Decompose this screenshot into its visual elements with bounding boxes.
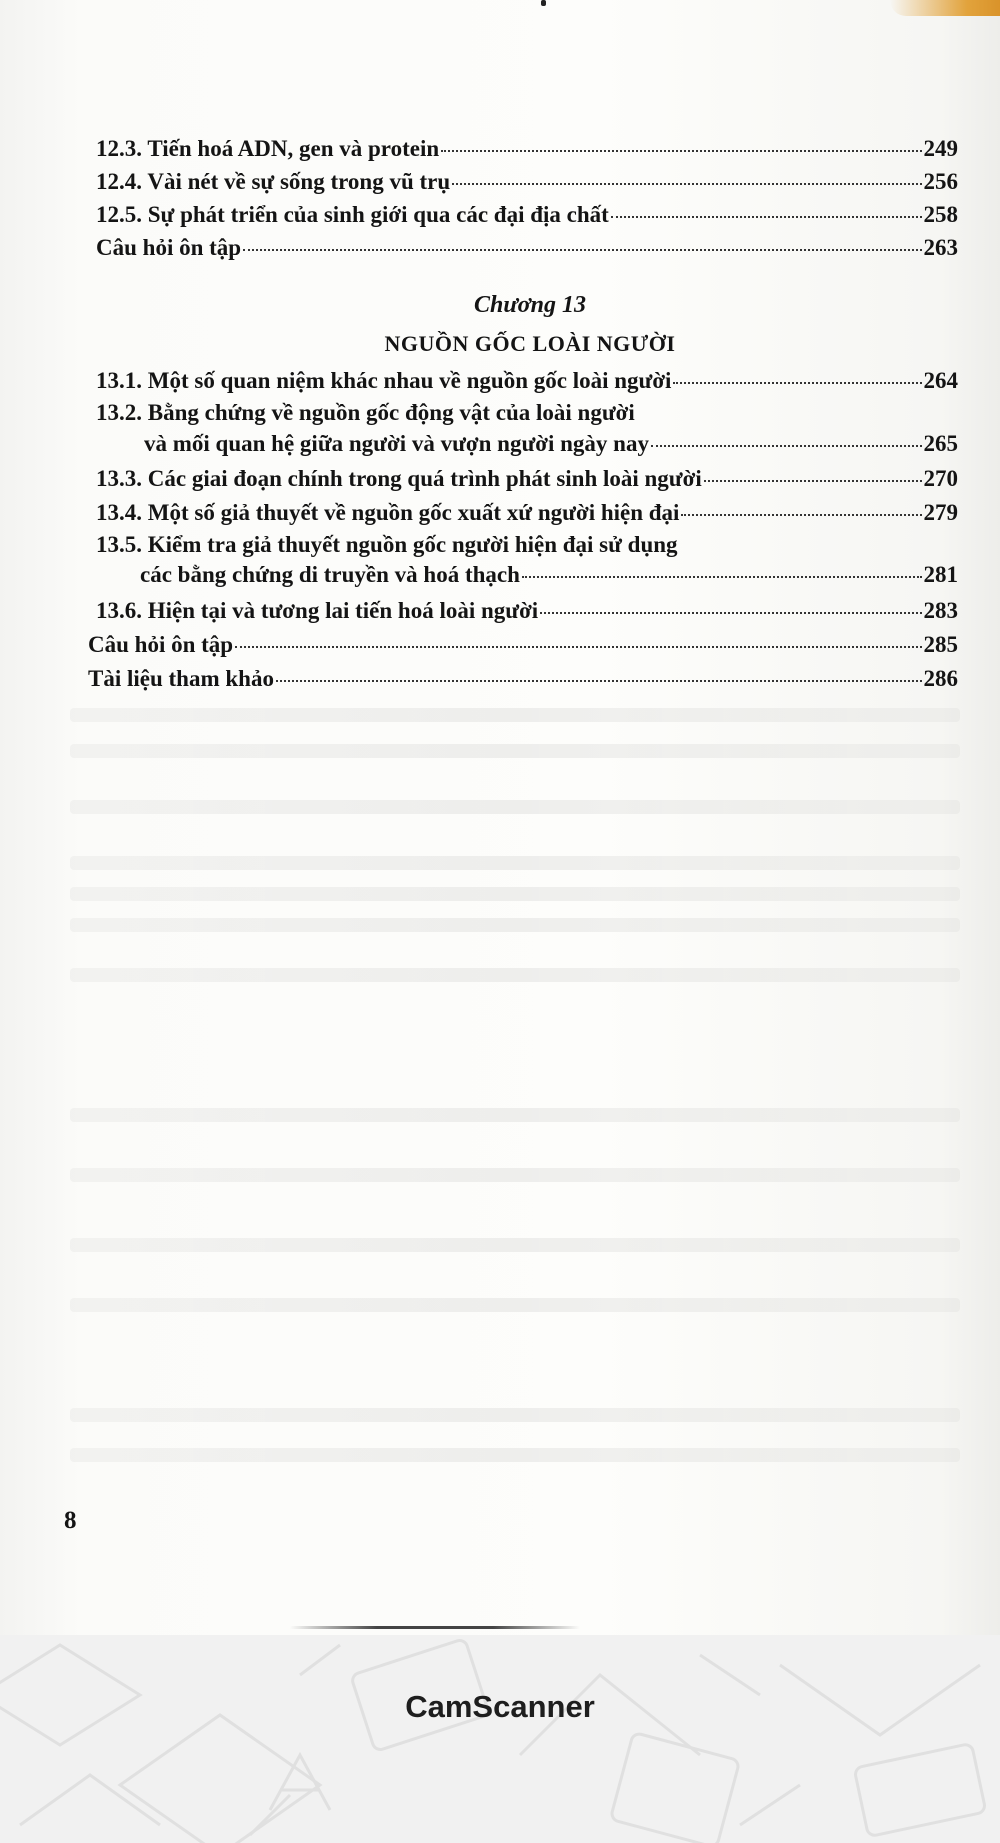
bleed-through-line	[70, 744, 960, 758]
bleed-through-line	[70, 856, 960, 870]
toc-entry-page: 265	[923, 431, 958, 456]
toc-entry-page: 256	[923, 169, 958, 194]
toc-entry-page: 258	[923, 202, 958, 227]
dot-leader	[611, 216, 922, 218]
toc-entry-label: 13.3. Các giai đoạn chính trong quá trình phát sinh loài người	[96, 466, 702, 491]
bleed-through-line	[70, 708, 960, 722]
toc-entry-label: 12.4. Vài nét về sự sống trong vũ trụ	[96, 169, 451, 194]
toc-entry-page: 285	[923, 632, 958, 657]
bleed-through-line	[70, 1448, 960, 1462]
toc-entry-label: Tài liệu tham khảo	[88, 666, 274, 691]
toc-entry-page: 263	[923, 235, 958, 260]
toc-entry[interactable]	[88, 664, 958, 694]
page-number: 8	[64, 1507, 77, 1534]
bleed-through-line	[70, 1298, 960, 1312]
bleed-through-line	[70, 887, 960, 901]
bleed-through-line	[70, 968, 960, 982]
dot-leader	[522, 576, 922, 578]
toc-entry[interactable]	[140, 560, 958, 590]
toc-entry-label: và mối quan hệ giữa người và vượn người ngày nay	[144, 431, 649, 456]
toc-entry[interactable]	[96, 596, 958, 626]
toc-entry-page: 286	[923, 666, 958, 691]
toc-entry[interactable]	[96, 134, 958, 164]
toc-entry[interactable]	[96, 366, 958, 396]
bleed-through-line	[70, 800, 960, 814]
toc-entry[interactable]	[96, 167, 958, 197]
binding-mark	[541, 0, 546, 6]
bleed-through-line	[70, 1408, 960, 1422]
camscanner-brand: CamScanner	[405, 1689, 595, 1724]
page-fold-shadow	[290, 1626, 580, 1629]
toc-entry-first-line[interactable]: 13.2. Bằng chứng về nguồn gốc động vật của loài người	[96, 400, 635, 425]
toc-entry[interactable]	[96, 233, 958, 263]
toc-entry[interactable]	[144, 429, 958, 459]
bleed-through-line	[70, 1108, 960, 1122]
bleed-through-line	[70, 1238, 960, 1252]
toc-entry-page: 279	[923, 500, 958, 525]
chapter-label: Chương 13	[474, 292, 586, 318]
dot-leader	[673, 382, 921, 384]
toc-entry-label: Câu hỏi ôn tập	[96, 235, 242, 260]
dot-leader	[276, 680, 922, 682]
background-pattern-icon	[0, 1635, 1000, 1843]
dot-leader	[243, 249, 921, 251]
page-corner-edge	[890, 0, 1000, 16]
toc-entry-label: 13.4. Một số giả thuyết về nguồn gốc xuất xứ người hiện đại	[96, 500, 680, 525]
dot-leader	[452, 183, 921, 185]
dot-leader	[540, 612, 921, 614]
scanner-footer	[0, 1635, 1000, 1843]
dot-leader	[651, 445, 922, 447]
chapter-title: NGUỒN GỐC LOÀI NGƯỜI	[384, 331, 676, 356]
toc-entry[interactable]	[88, 630, 958, 660]
toc-entry-label: các bằng chứng di truyền và hoá thạch	[140, 562, 520, 587]
toc-entry-page: 270	[923, 466, 958, 491]
toc-entry-first-line[interactable]: 13.5. Kiểm tra giả thuyết nguồn gốc người hiện đại sử dụng	[96, 532, 678, 557]
toc-entry-label: 12.3. Tiến hoá ADN, gen và protein	[96, 136, 440, 161]
toc-entry-page: 264	[923, 368, 958, 393]
toc-entry[interactable]	[96, 464, 958, 494]
toc-entry-label: 13.1. Một số quan niệm khác nhau về nguồn gốc loài người	[96, 368, 672, 393]
dot-leader	[235, 646, 921, 648]
toc-entry[interactable]	[96, 498, 958, 528]
toc-entry-label: 13.6. Hiện tại và tương lai tiến hoá loài người	[96, 598, 539, 623]
toc-entry-page: 283	[923, 598, 958, 623]
toc-entry-label: 12.5. Sự phát triển của sinh giới qua các đại địa chất	[96, 202, 609, 227]
toc-entry-page: 281	[923, 562, 958, 587]
toc-entry-label: Câu hỏi ôn tập	[88, 632, 234, 657]
toc-entry[interactable]	[96, 200, 958, 230]
dot-leader	[704, 480, 922, 482]
dot-leader	[441, 150, 921, 152]
bleed-through-line	[70, 918, 960, 932]
toc-entry-page: 249	[923, 136, 958, 161]
bleed-through-line	[70, 1168, 960, 1182]
dot-leader	[681, 514, 921, 516]
